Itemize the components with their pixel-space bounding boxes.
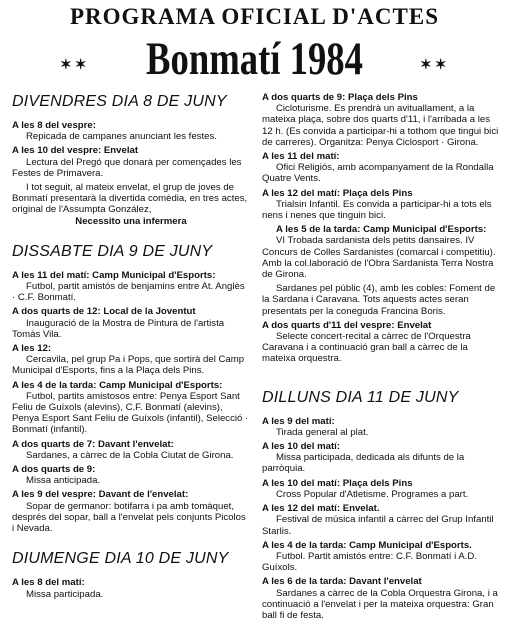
item-heading: A les 10 del matí: bbox=[262, 441, 341, 453]
item-body: Sardanes, a càrrec de la Cobla Ciutat de Girona. bbox=[26, 449, 234, 461]
item-body: Sardanes pel públic (4), amb les cobles: Foment de la Sardana i Caravana. Tots aquests actes seran presentats per la coneguda Francina Boris. bbox=[262, 283, 496, 317]
item-body: Cross Popular d'Atletisme. Programes a part. bbox=[276, 488, 469, 500]
item-body: Inauguració de la Mostra de Pintura de l'artista Tomàs Vila. bbox=[12, 317, 225, 340]
header bbox=[0, 0, 509, 92]
list-item bbox=[262, 92, 502, 148]
spacer bbox=[12, 230, 250, 242]
list-item bbox=[12, 120, 250, 142]
item-body: I tot seguit, al mateix envelat, el grup de joves de Bonmatí presentarà la divertida comèdia, en tres actes, original de l'Assumpta González, bbox=[12, 182, 248, 216]
item-body: Missa participada, dedicada als difunts de la parròquia. bbox=[262, 452, 465, 475]
item-heading: A les 11 del matí: bbox=[262, 151, 340, 163]
item-heading: A les 5 de la tarda: Camp Municipal d'Esports: bbox=[276, 224, 487, 236]
list-item bbox=[262, 478, 502, 500]
list-item bbox=[12, 489, 250, 534]
list-item bbox=[262, 283, 502, 317]
item-heading: A les 10 del vespre: Envelat bbox=[12, 145, 139, 157]
item-heading: A dos quarts d'11 del vespre: Envelat bbox=[262, 319, 432, 331]
item-body: Futbol, partits amistosos entre: Penya Esport Sant Feliu de Guíxols (alevins), C.F. Bonmatí (alevins), Penya Esport Sant Feliu de Guíxols (infantil), Selecció · Bonmatí (infantil). bbox=[12, 390, 249, 436]
item-heading: A dos quarts de 12: Local de la Joventut bbox=[12, 306, 196, 318]
program-heading: PROGRAMA OFICIAL D'ACTES bbox=[69, 4, 440, 29]
item-body: Ofici Religiós, amb acompanyament de la Rondalla Quatre Vents. bbox=[262, 162, 494, 185]
item-body: Sopar de germanor: botifarra i pa amb tomàquet, després del sopar, ball a l'envelat pels conjunts Picolos i Nevada. bbox=[12, 500, 246, 535]
list-item bbox=[12, 380, 250, 436]
left-column bbox=[12, 92, 250, 603]
item-body: Repicada de campanes anunciant les festes. bbox=[26, 131, 217, 143]
list-item bbox=[262, 320, 502, 365]
list-item bbox=[12, 464, 250, 486]
list-item bbox=[262, 540, 502, 574]
item-body: VI Trobada sardanista dels petits dansaires. IV Concurs de Colles Sardanistes (comarcal i competitiu). Amb la col.laboració de l'Obra Sardanista Terra Nostra de Girona. bbox=[262, 235, 496, 281]
item-heading: A les 9 del vespre: Davant de l'envelat: bbox=[12, 489, 189, 501]
item-body: Lectura del Pregó que donarà per començades les Festes de Primavera. bbox=[12, 156, 242, 179]
item-heading: A les 12: bbox=[12, 343, 52, 355]
list-item bbox=[12, 145, 250, 179]
item-body: Tirada general al plat. bbox=[276, 426, 369, 438]
spacer bbox=[262, 368, 502, 388]
item-body: Sardanes a càrrec de la Cobla Orquestra Girona, i a continuació a l'envelat i per la mateixa orquestra: Gran ball fi de festa. bbox=[262, 587, 498, 621]
item-heading: A les 9 del matí: bbox=[262, 415, 335, 427]
item-body: Missa anticipada. bbox=[26, 475, 101, 487]
page-title: Bonmatí 1984 bbox=[146, 33, 363, 85]
item-body: Futbol. Partit amistós entre: C.F. Bonmatí i A.D. Guíxols. bbox=[262, 550, 478, 574]
item-heading: A dos quarts de 9: Plaça dels Pins bbox=[262, 92, 418, 103]
item-heading: A les 4 de la tarda: Camp Municipal d'Esports: bbox=[12, 379, 223, 391]
spacer bbox=[12, 537, 250, 549]
day-title-diumenge: DIUMENGE DIA 10 DE JUNY bbox=[12, 550, 229, 568]
item-heading: A dos quarts de 9: bbox=[12, 464, 96, 476]
item-heading: A les 10 del matí: Plaça dels Pins bbox=[262, 477, 413, 489]
item-body: Festival de música infantil a càrrec del Grup Infantil Starlis. bbox=[262, 514, 494, 537]
day-title-dilluns: DILLUNS DIA 11 DE JUNY bbox=[262, 388, 459, 406]
item-heading: A les 11 del matí: Camp Municipal d'Esports: bbox=[12, 269, 216, 281]
list-item bbox=[262, 576, 502, 621]
list-item bbox=[12, 306, 250, 340]
item-heading: A les 8 del vespre: bbox=[12, 120, 96, 131]
play-title: Necessito una infermera bbox=[75, 215, 187, 227]
list-item bbox=[262, 416, 502, 438]
item-heading: A dos quarts de 7: Davant l'envelat: bbox=[12, 438, 174, 450]
stars-right-icon: ✶✶ bbox=[420, 56, 450, 72]
item-heading: A les 4 de la tarda: Camp Municipal d'Esports. bbox=[262, 539, 472, 551]
item-body: Trialsin Infantil. Es convida a participar-hi a tots els nens i nenes que tinguin bici. bbox=[262, 198, 492, 222]
right-column bbox=[262, 92, 502, 624]
item-heading: A les 12 del matí: Envelat. bbox=[262, 503, 380, 515]
list-item bbox=[12, 439, 250, 461]
stars-left-icon: ✶✶ bbox=[60, 56, 90, 72]
item-body: Cicloturisme. Es prendrà un avituallament, a la mateixa plaça, sobre dos quarts d'11, i l'arribada a les 12 h. (Es convida a participar-hi a tothom que tingui bici de carreres). Organitza: Penya Ciclosport · Girona. bbox=[262, 103, 499, 148]
list-item bbox=[262, 503, 502, 537]
list-item bbox=[12, 270, 250, 304]
day-title-divendres: DIVENDRES DIA 8 DE JUNY bbox=[12, 93, 227, 110]
list-item bbox=[12, 343, 250, 377]
item-body: Missa participada. bbox=[26, 588, 104, 600]
item-body: Cercavila, pel grup Pa i Pops, que sortirà del Camp Municipal d'Esports, fins a la Plaça dels Pins. bbox=[12, 354, 245, 377]
item-body: Futbol, partit amistós de benjamins entre At. Anglès · C.F. Bonmatí. bbox=[12, 281, 245, 304]
day-title-dissabte: DISSABTE DIA 9 DE JUNY bbox=[12, 242, 213, 260]
list-item bbox=[262, 441, 502, 475]
item-body: Selecte concert-recital a càrrec de l'Orquestra Caravana i a continuació gran ball a càrrec de la mateixa orquestra. bbox=[262, 331, 471, 365]
list-item bbox=[262, 224, 502, 280]
list-item bbox=[12, 577, 250, 599]
list-item bbox=[262, 188, 502, 222]
item-heading: A les 6 de la tarda: Davant l'envelat bbox=[262, 576, 422, 588]
list-item bbox=[12, 182, 250, 227]
item-heading: A les 8 del matí: bbox=[12, 577, 85, 589]
list-item bbox=[262, 151, 502, 185]
item-heading: A les 12 del matí: Plaça dels Pins bbox=[262, 187, 413, 199]
